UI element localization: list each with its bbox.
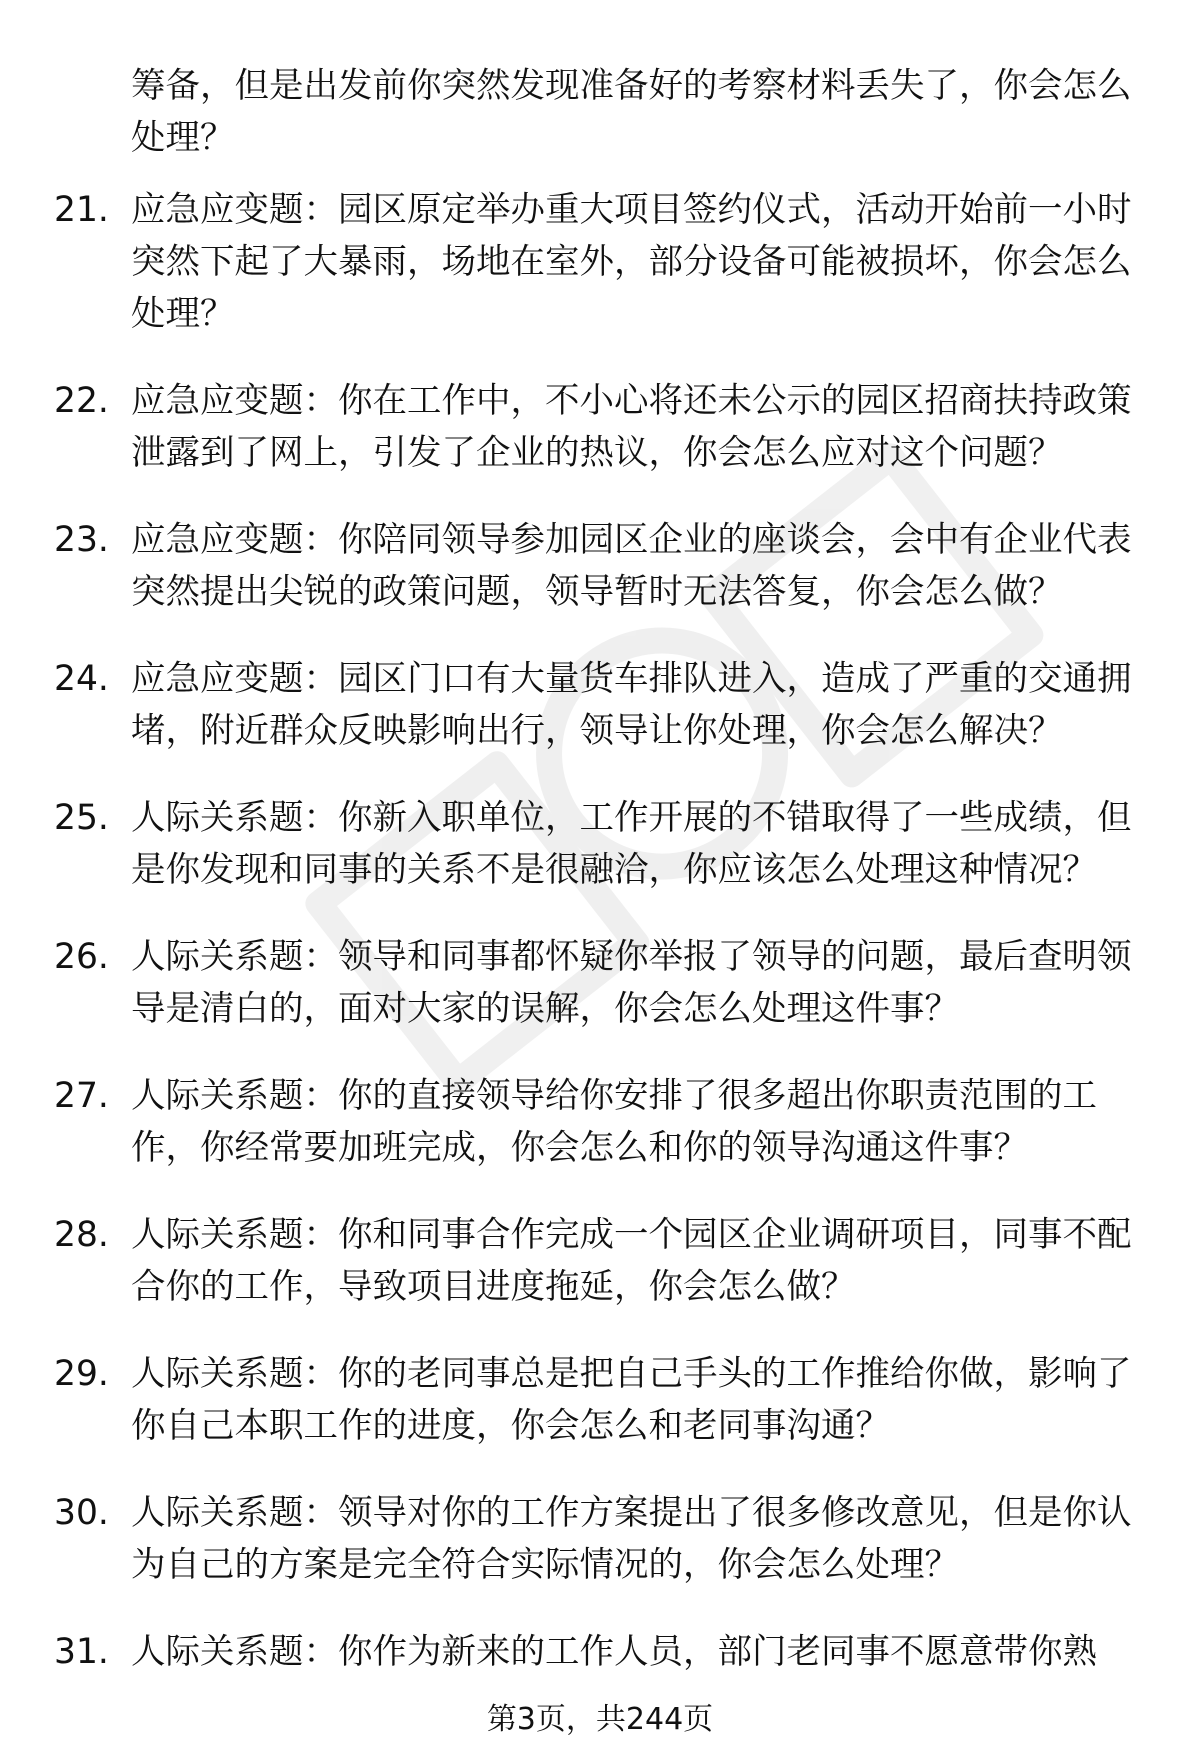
page-footer — [0, 1700, 1200, 1740]
continued-question-text: 筹备，但是出发前你突然发现准备好的考察材料丢失了，你会怎么处理？ — [131, 66, 1132, 158]
question-item — [0, 792, 1200, 896]
question-text: 应急应变题：园区门口有大量货车排队进入，造成了严重的交通拥堵，附近群众反映影响出行，领导让你处理，你会怎么解决？ — [131, 659, 1132, 751]
question-number: 28. — [54, 1215, 109, 1255]
question-number: 29. — [54, 1354, 109, 1394]
question-item — [0, 1348, 1200, 1452]
question-number: 22. — [54, 381, 109, 421]
question-text: 应急应变题：你陪同领导参加园区企业的座谈会，会中有企业代表突然提出尖锐的政策问题，领导暂时无法答复，你会怎么做？ — [131, 520, 1132, 612]
question-number: 31. — [54, 1632, 109, 1672]
question-item — [0, 1070, 1200, 1174]
question-list — [0, 184, 1200, 1713]
question-text: 应急应变题：园区原定举办重大项目签约仪式，活动开始前一小时突然下起了大暴雨，场地在室外，部分设备可能被损坏，你会怎么处理？ — [131, 190, 1132, 334]
question-number: 30. — [54, 1493, 109, 1533]
question-number: 21. — [54, 190, 109, 230]
question-item — [0, 1487, 1200, 1591]
question-item — [0, 375, 1200, 479]
question-text: 人际关系题：你的老同事总是把自己手头的工作推给你做，影响了你自己本职工作的进度，你会怎么和老同事沟通？ — [131, 1354, 1132, 1446]
question-number: 25. — [54, 798, 109, 838]
question-item — [0, 514, 1200, 618]
question-text: 应急应变题：你在工作中，不小心将还未公示的园区招商扶持政策泄露到了网上，引发了企业的热议，你会怎么应对这个问题？ — [131, 381, 1132, 473]
question-text: 人际关系题：你和同事合作完成一个园区企业调研项目，同事不配合你的工作，导致项目进度拖延，你会怎么做？ — [131, 1215, 1132, 1307]
question-item — [0, 1209, 1200, 1313]
question-text: 人际关系题：你新入职单位，工作开展的不错取得了一些成绩，但是你发现和同事的关系不是很融洽，你应该怎么处理这种情况？ — [131, 798, 1132, 890]
question-item — [0, 184, 1200, 340]
question-number: 27. — [54, 1076, 109, 1116]
question-item — [0, 1626, 1200, 1678]
page-number-label: 第3页，共244页 — [486, 1702, 714, 1737]
question-number: 26. — [54, 937, 109, 977]
question-number: 24. — [54, 659, 109, 699]
question-text: 人际关系题：领导对你的工作方案提出了很多修改意见，但是你认为自己的方案是完全符合实际情况的，你会怎么处理？ — [131, 1493, 1132, 1585]
question-item — [0, 931, 1200, 1035]
question-text: 人际关系题：你作为新来的工作人员，部门老同事不愿意带你熟 — [131, 1632, 1097, 1672]
question-text: 人际关系题：你的直接领导给你安排了很多超出你职责范围的工作，你经常要加班完成，你会怎么和你的领导沟通这件事？ — [131, 1076, 1097, 1168]
question-text: 人际关系题：领导和同事都怀疑你举报了领导的问题，最后查明领导是清白的，面对大家的误解，你会怎么处理这件事？ — [131, 937, 1132, 1029]
question-item — [0, 653, 1200, 757]
question-number: 23. — [54, 520, 109, 560]
